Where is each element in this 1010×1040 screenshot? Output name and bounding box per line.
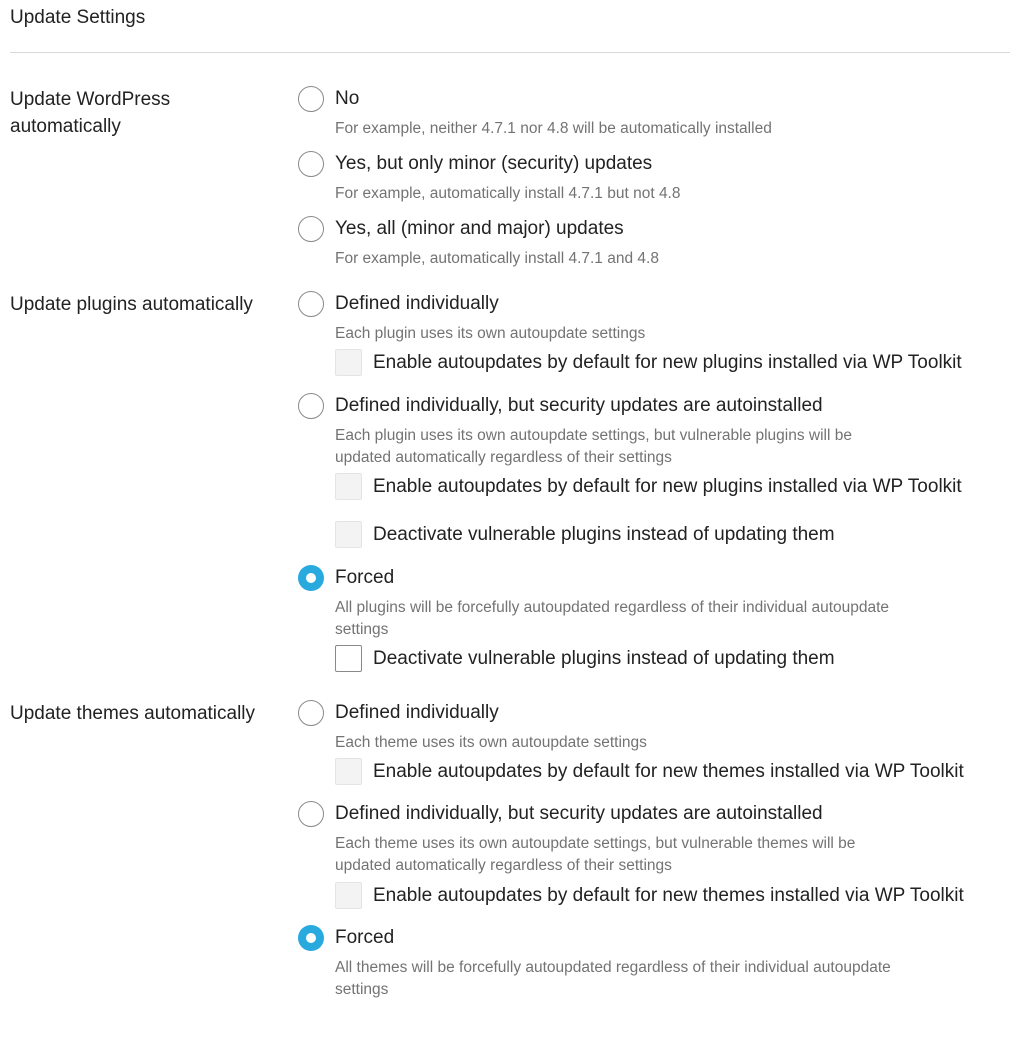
plugins-option-security-label[interactable]: Defined individually, but security updates are autoinstalled	[335, 395, 823, 416]
themes-option-security-hint: Each theme uses its own autoupdate settings, but vulnerable themes will be updated automatically regardless of their settings	[335, 835, 856, 874]
wordpress-option-all-hint: For example, automatically install 4.7.1 and 4.8	[335, 250, 659, 267]
plugins-option-security-hint: Each plugin uses its own autoupdate settings, but vulnerable plugins will be updated automatically regardless of their settings	[335, 427, 852, 466]
wordpress-radio-minor[interactable]	[298, 151, 324, 177]
plugins-option-forced-hint: All plugins will be forcefully autoupdated regardless of their individual autoupdate settings	[335, 599, 890, 638]
plugins-radio-security[interactable]	[298, 393, 324, 419]
plugins-individual-enable-default-label: Enable autoupdates by default for new plugins installed via WP Toolkit	[373, 352, 962, 373]
themes-individual-enable-default-label: Enable autoupdates by default for new themes installed via WP Toolkit	[373, 761, 964, 782]
themes-option-individual-hint: Each theme uses its own autoupdate settings	[335, 734, 647, 751]
themes-option-security-label[interactable]: Defined individually, but security updates are autoinstalled	[335, 803, 823, 824]
plugins-group-label: Update plugins automatically	[10, 294, 253, 315]
themes-radio-security[interactable]	[298, 801, 324, 827]
plugins-security-deactivate-label: Deactivate vulnerable plugins instead of updating them	[373, 524, 835, 545]
plugins-option-individual-hint: Each plugin uses its own autoupdate settings	[335, 325, 646, 342]
wordpress-radio-no[interactable]	[298, 86, 324, 112]
plugins-security-enable-default-label: Enable autoupdates by default for new plugins installed via WP Toolkit	[373, 476, 962, 497]
plugins-forced-deactivate-label[interactable]: Deactivate vulnerable plugins instead of updating them	[373, 648, 835, 669]
themes-individual-enable-default-checkbox	[335, 758, 362, 785]
wordpress-option-no-hint: For example, neither 4.7.1 nor 4.8 will be automatically installed	[335, 120, 772, 137]
themes-option-individual-label[interactable]: Defined individually	[335, 702, 499, 723]
wordpress-radio-all[interactable]	[298, 216, 324, 242]
page-title: Update Settings	[10, 7, 146, 28]
themes-security-enable-default-label: Enable autoupdates by default for new themes installed via WP Toolkit	[373, 885, 964, 906]
wordpress-option-all-label[interactable]: Yes, all (minor and major) updates	[335, 218, 624, 239]
wordpress-option-minor-label[interactable]: Yes, but only minor (security) updates	[335, 153, 653, 174]
plugins-option-forced-label[interactable]: Forced	[335, 567, 395, 588]
wordpress-group-label: Update WordPress automatically	[10, 89, 171, 137]
wordpress-option-minor-hint: For example, automatically install 4.7.1 but not 4.8	[335, 185, 681, 202]
plugins-security-deactivate-checkbox	[335, 521, 362, 548]
themes-security-enable-default-checkbox	[335, 882, 362, 909]
themes-radio-forced[interactable]	[298, 925, 324, 951]
divider	[10, 52, 1010, 53]
plugins-radio-forced[interactable]	[298, 565, 324, 591]
plugins-security-enable-default-checkbox	[335, 473, 362, 500]
plugins-radio-individual[interactable]	[298, 291, 324, 317]
plugins-forced-deactivate-checkbox[interactable]	[335, 645, 362, 672]
plugins-individual-enable-default-checkbox	[335, 349, 362, 376]
themes-group-label: Update themes automatically	[10, 703, 256, 724]
plugins-option-individual-label[interactable]: Defined individually	[335, 293, 499, 314]
themes-radio-individual[interactable]	[298, 700, 324, 726]
themes-option-forced-hint: All themes will be forcefully autoupdated regardless of their individual autoupdate settings	[335, 959, 891, 998]
themes-option-forced-label[interactable]: Forced	[335, 927, 395, 948]
wordpress-option-no-label[interactable]: No	[335, 88, 360, 109]
